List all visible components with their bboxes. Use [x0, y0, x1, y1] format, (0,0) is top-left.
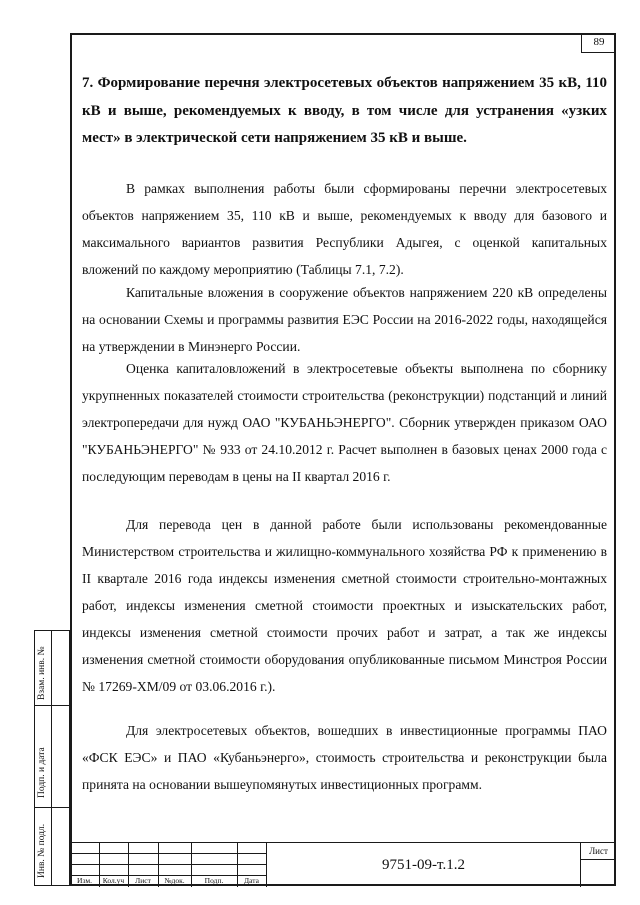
- stamp-cell-1b: [51, 630, 70, 706]
- col-podp: Подп.: [204, 876, 224, 885]
- section-heading: 7. Формирование перечня электросетевых объектов напряжением 35 кВ, 110 кВ и выше, рекомендуемых к вводу, в том числе для устранения «узких мест» в электрической сети напряжением 35 кВ и выше.: [82, 75, 607, 146]
- side-stamp: [34, 630, 70, 886]
- stamp-label-inv: Инв. № подл.: [37, 823, 47, 878]
- stamp-label-podp: Подп. и дата: [37, 747, 47, 798]
- revision-grid: [70, 843, 266, 887]
- paragraph-5: Для электросетевых объектов, вошедших в инвестиционные программы ПАО «ФСК ЕЭС» и ПАО «Кубаньэнерго», стоимость строительства и реконструкции была принята на основании вышеупомянутых инвестиционных программ.: [82, 723, 607, 792]
- sheet-cell: [581, 843, 616, 887]
- stamp-label-vzam: Взам. инв. №: [37, 646, 47, 700]
- col-kol-uch: Кол.уч: [102, 876, 125, 885]
- title-block: [70, 842, 616, 886]
- col-izm: Изм.: [77, 876, 92, 885]
- sheet-label: Лист: [581, 843, 616, 860]
- page-number: 89: [581, 33, 616, 53]
- paragraph-2: Капитальные вложения в сооружение объектов напряжением 220 кВ определены на основании Схемы и программы развития ЕЭС России на 2016-2022 годы, находящейся на утверждении в Минэнерго России.: [82, 285, 607, 354]
- col-list: Лист: [135, 876, 151, 885]
- col-data: Дата: [244, 876, 259, 885]
- document-code: 9751-09-т.1.2: [266, 843, 581, 887]
- col-n-dok: №док.: [164, 876, 185, 885]
- paragraph-1: В рамках выполнения работы были сформированы перечни электросетевых объектов напряжением 35, 110 кВ и выше, рекомендуемых к вводу для базового и максимального вариантов развития Республики Адыгея, с оценкой капитальных вложений по каждому мероприятию (Таблицы 7.1, 7.2).: [82, 181, 607, 277]
- stamp-cell-2b: [51, 705, 70, 808]
- paragraph-3: Оценка капиталовложений в электросетевые объекты выполнена по сборнику укрупненных показателей стоимости строительства (реконструкции) подстанций и линий электропередачи для нужд ОАО "КУБАНЬЭНЕРГО". Сборник утвержден приказом ОАО "КУБАНЬЭНЕРГО" № 933 от 24.10.2012 г. Расчет выполнен в базовых ценах 2000 года с последующим переводам в цены на II квартал 2016 г.: [82, 361, 607, 484]
- stamp-cell-3b: [51, 807, 70, 886]
- paragraph-4: Для перевода цен в данной работе были использованы рекомендованные Министерством строительства и жилищно-коммунального хозяйства РФ к применению в II квартале 2016 года индексы изменения сметной стоимости строительно-монтажных работ, индексы изменения сметной стоимости проектных и изыскательских работ, индексы изменения сметной стоимости прочих работ и затрат, а так же индексы изменения сметной стоимости оборудования опубликованные письмом Минстроя России № 17269-ХМ/09 от 03.06.2016 г.).: [82, 517, 607, 694]
